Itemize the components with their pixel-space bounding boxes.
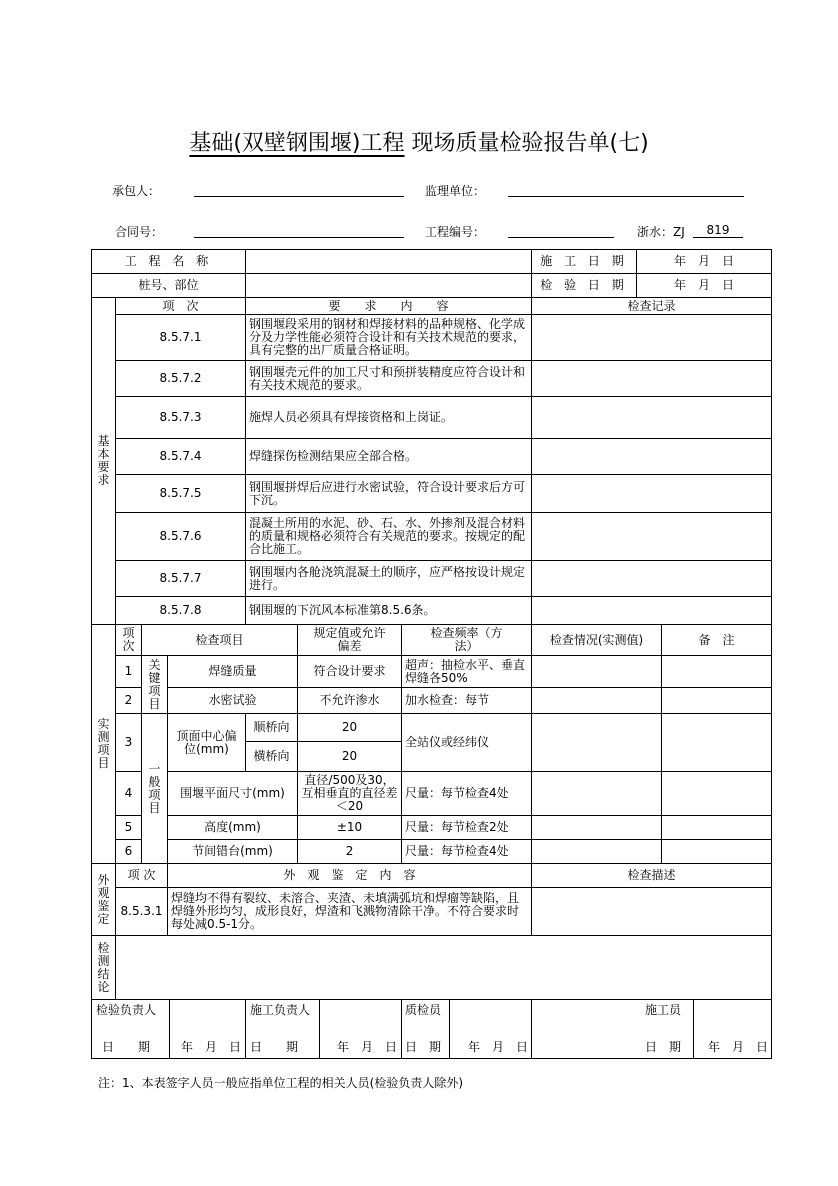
measured-row-spec: 2 [298, 840, 402, 864]
measured-row-no: 3 [116, 714, 142, 772]
measured-row-freq: 加水检查：每节 [402, 688, 532, 714]
basic-row-text: 钢围堰拼焊后应进行水密试验，符合设计要求后方可下沉。 [246, 475, 532, 513]
appearance-row-no: 8.5.3.1 [116, 888, 168, 936]
basic-row-record[interactable] [532, 439, 772, 475]
inspector-date-value: 年 月 日 [181, 1040, 242, 1054]
construction-lead-sign-cell[interactable] [246, 1000, 402, 1059]
contractor-label: 承包人： [112, 184, 161, 198]
contract-no-label: 合同号： [115, 225, 164, 239]
project-no-field[interactable] [508, 237, 614, 238]
measured-row-remark[interactable] [662, 840, 772, 864]
measured-section-label: 实测项目 [92, 625, 116, 864]
measured-row-item: 围堰平面尺寸(mm) [168, 772, 298, 816]
builder-date-label: 日 期 [645, 1040, 682, 1054]
conclusion-cell[interactable] [116, 936, 772, 1000]
serial-label: 浙水：ZJ [637, 225, 685, 239]
page-title [0, 126, 838, 157]
basic-row-no: 8.5.7.2 [116, 361, 246, 397]
basic-row-text: 焊缝探伤检测结果应全部合格。 [246, 439, 532, 475]
measured-col-item: 检查项目 [142, 625, 298, 656]
basic-row-record[interactable] [532, 361, 772, 397]
basic-row-text: 钢围堰内各舱浇筑混凝土的顺序，应严格按设计规定进行。 [246, 561, 532, 597]
measured-row-freq: 尺量：每节检查4处 [402, 840, 532, 864]
measured-row-no: 6 [116, 840, 142, 864]
contract-no-field[interactable] [194, 237, 404, 238]
basic-col-record: 检查记录 [532, 298, 772, 315]
appearance-row-text: 焊缝均不得有裂纹、未溶合、夹渣、未填满弧坑和焊瘤等缺陷，且焊缝外形均匀，成形良好，焊渣和飞溅物清除干净。不符合要求时每处减0.5-1分。 [168, 888, 532, 936]
measured-row-freq: 尺量：每节检查4处 [402, 772, 532, 816]
inspection-date-label: 检 验 日 期 [532, 274, 637, 298]
basic-row-text: 施焊人员必须具有焊接资格和上岗证。 [246, 397, 532, 439]
basic-col-item: 项 次 [116, 298, 246, 315]
measured-row-item: 焊缝质量 [168, 656, 298, 688]
measured-col-remark: 备 注 [662, 625, 772, 656]
construction-date-label: 施 工 日 期 [532, 250, 637, 274]
basic-row-record[interactable] [532, 513, 772, 561]
measured-row-no: 4 [116, 772, 142, 816]
appearance-col-desc: 检查描述 [532, 864, 772, 888]
inspector-date-label: 日 期 [102, 1040, 151, 1054]
title-project: 基础(双壁钢围堰)工程 [189, 131, 405, 156]
basic-col-content: 要 求 内 容 [246, 298, 532, 315]
inspector-label: 检验负责人 [96, 1003, 157, 1017]
basic-row-text: 钢围堰段采用的钢材和焊接材料的品种规格、化学成分及力学性能必须符合设计和有关技术规范的要求，具有完整的出厂质量合格证明。 [246, 315, 532, 361]
measured-row-freq: 超声：抽检水平、垂直焊缝各50% [402, 656, 532, 688]
measured-row-spec: 直径/500及30，互相垂直的直径差＜20 [298, 772, 402, 816]
measured-row-result[interactable] [532, 772, 662, 816]
conclusion-section-label: 检测结论 [92, 936, 116, 1000]
contractor-field[interactable] [194, 196, 404, 197]
measured-row-spec: 不允许渗水 [298, 688, 402, 714]
basic-row-record[interactable] [532, 475, 772, 513]
measured-row-no: 1 [116, 656, 142, 688]
appearance-col-content: 外 观 鉴 定 内 容 [168, 864, 532, 888]
serial-underline [693, 237, 743, 238]
key-items-label: 关键项目 [142, 656, 168, 714]
appearance-section-label: 外观鉴定 [92, 864, 116, 936]
measured-row-no: 2 [116, 688, 142, 714]
basic-row-record[interactable] [532, 315, 772, 361]
inspection-form [91, 249, 772, 1059]
basic-row-text: 钢围堰壳元件的加工尺寸和预拼装精度应符合设计和有关技术规范的要求。 [246, 361, 532, 397]
measured-row-result[interactable] [532, 688, 662, 714]
appearance-col-item: 项 次 [116, 864, 168, 888]
basic-row-no: 8.5.7.8 [116, 597, 246, 625]
measured-col-freq: 检查频率（方 法） [402, 625, 532, 656]
general-items-label: 一般项目 [142, 714, 168, 864]
qc-sign-cell[interactable] [402, 1000, 532, 1059]
measured-row-no: 5 [116, 816, 142, 840]
measured-row-item: 节间错台(mm) [168, 840, 298, 864]
measured-col-no: 项次 [116, 625, 142, 656]
builder-sign-cell[interactable] [532, 1000, 772, 1059]
construction-lead-date-label: 日 期 [250, 1040, 299, 1054]
measured-row-result[interactable] [532, 816, 662, 840]
measured-row-item: 高度(mm) [168, 816, 298, 840]
measured-row-sub: 顺桥向 [246, 714, 298, 742]
builder-label: 施工员 [645, 1003, 682, 1017]
project-name-cell[interactable] [246, 250, 532, 274]
basic-row-no: 8.5.7.4 [116, 439, 246, 475]
title-report: 现场质量检验报告单(七) [411, 131, 649, 156]
measured-row-spec: ±10 [298, 816, 402, 840]
basic-section-label: 基本要求 [92, 298, 116, 625]
qc-date-label: 日 期 [405, 1040, 442, 1054]
basic-row-text: 混凝土所用的水泥、砂、石、水、外掺剂及混合材料的质量和规格必须符合有关规范的要求。按规定的配合比施工。 [246, 513, 532, 561]
measured-row-result[interactable] [532, 656, 662, 688]
footer-note: 注：1、本表签字人员一般应指单位工程的相关人员(检验负责人除外) [98, 1076, 464, 1090]
serial-value: 819 [706, 223, 730, 237]
station-cell[interactable] [246, 274, 532, 298]
inspector-sign-cell[interactable] [92, 1000, 246, 1059]
basic-row-text: 钢围堰的下沉风本标准第8.5.6条。 [246, 597, 532, 625]
construction-lead-date-value: 年 月 日 [337, 1040, 398, 1054]
basic-row-record[interactable] [532, 561, 772, 597]
measured-row-result[interactable] [532, 840, 662, 864]
qc-date-value: 年 月 日 [468, 1040, 529, 1054]
measured-row-remark[interactable] [662, 714, 772, 772]
measured-row-result[interactable] [532, 714, 662, 772]
supervisor-field[interactable] [508, 196, 744, 197]
basic-row-no: 8.5.7.5 [116, 475, 246, 513]
measured-row-remark[interactable] [662, 772, 772, 816]
measured-row-remark[interactable] [662, 688, 772, 714]
construction-lead-label: 施工负责人 [250, 1003, 311, 1017]
basic-row-no: 8.5.7.7 [116, 561, 246, 597]
basic-row-no: 8.5.7.3 [116, 397, 246, 439]
measured-row-freq: 尺量：每节检查2处 [402, 816, 532, 840]
measured-row-sub: 横桥向 [246, 742, 298, 772]
measured-row-item: 水密试验 [168, 688, 298, 714]
basic-row-no: 8.5.7.6 [116, 513, 246, 561]
measured-row-item: 顶面中心偏位(mm) [168, 714, 246, 772]
measured-col-spec: 规定值或允许偏差 [298, 625, 402, 656]
qc-label: 质检员 [405, 1003, 442, 1017]
project-no-label: 工程编号： [425, 225, 486, 239]
basic-row-no: 8.5.7.1 [116, 315, 246, 361]
measured-row-remark[interactable] [662, 816, 772, 840]
builder-date-value: 年 月 日 [708, 1040, 769, 1054]
measured-row-spec: 20 [298, 742, 402, 772]
appearance-row-desc[interactable] [532, 888, 772, 936]
measured-col-result: 检查情况(实测值) [532, 625, 662, 656]
measured-row-remark[interactable] [662, 656, 772, 688]
construction-date-value[interactable]: 年 月 日 [637, 250, 772, 274]
measured-row-spec: 20 [298, 714, 402, 742]
inspection-date-value[interactable]: 年 月 日 [637, 274, 772, 298]
measured-row-freq: 全站仪或经纬仪 [402, 714, 532, 772]
measured-row-spec: 符合设计要求 [298, 656, 402, 688]
basic-row-record[interactable] [532, 397, 772, 439]
project-name-label: 工 程 名 称 [92, 250, 246, 274]
basic-row-record[interactable] [532, 597, 772, 625]
station-label: 桩号、部位 [92, 274, 246, 298]
supervisor-label: 监理单位： [425, 184, 486, 198]
